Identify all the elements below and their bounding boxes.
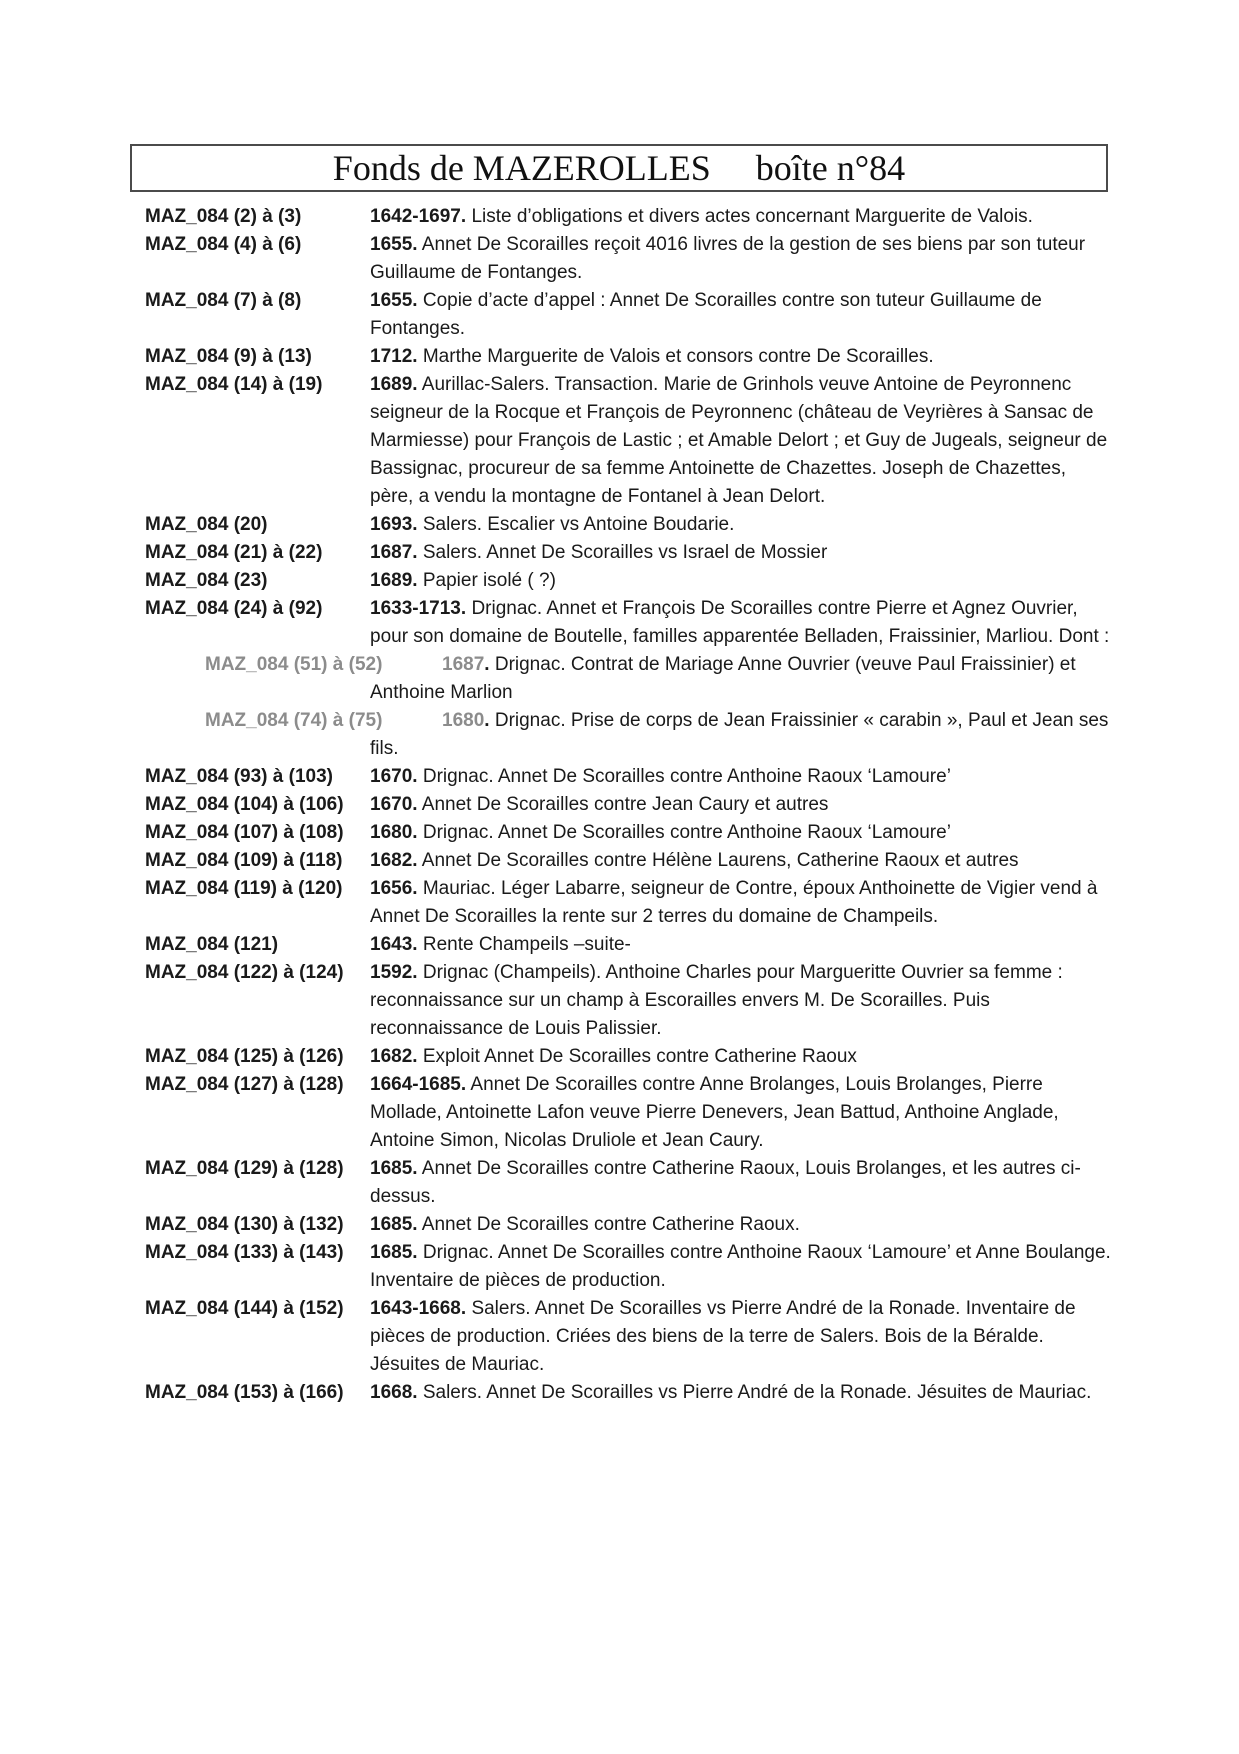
- entry-year: 1642-1697: [370, 206, 461, 227]
- inventory-entry: [145, 707, 1113, 763]
- inventory-entry: [145, 875, 1113, 931]
- entry-year-period: .: [412, 934, 418, 955]
- entry-year-period: .: [412, 766, 418, 787]
- entry-text: Annet De Scorailles reçoit 4016 livres de la gestion de ses biens par son tuteur Guillaume de Fontanges.: [370, 234, 1086, 283]
- entry-year-period: .: [460, 598, 467, 619]
- inventory-entry: [145, 959, 1113, 1043]
- entry-year: 1687: [442, 654, 485, 675]
- entry-year-period: .: [460, 1074, 467, 1095]
- entry-year: 1655: [370, 234, 413, 255]
- entry-text: Salers. Escalier vs Antoine Boudarie.: [422, 514, 735, 535]
- entry-reference: MAZ_084 (9) à (13): [145, 346, 312, 367]
- entry-text: Salers. Annet De Scorailles vs Israel de Mossier: [422, 542, 828, 563]
- entry-reference: MAZ_084 (133) à (143): [145, 1242, 344, 1263]
- entry-year: 1633-1713: [370, 598, 461, 619]
- entry-description: [370, 1239, 1113, 1295]
- entry-year-period: .: [412, 822, 418, 843]
- entry-reference: MAZ_084 (153) à (166): [145, 1382, 344, 1403]
- entry-year: 1656: [370, 878, 413, 899]
- document-title-box: [130, 144, 1108, 192]
- entry-text: Annet De Scorailles contre Jean Caury et autres: [421, 794, 829, 815]
- entry-reference: MAZ_084 (20): [145, 514, 268, 535]
- entry-text: Annet De Scorailles contre Anne Brolanges, Louis Brolanges, Pierre Mollade, Antoinette Lafon veuve Pierre Denevers, Jean Battud, Anthoine Anglade, Antoine Simon, Nicolas Druliole et Jean Caury.: [370, 1074, 1059, 1151]
- entry-reference: MAZ_084 (127) à (128): [145, 1074, 344, 1095]
- entry-description: [370, 1155, 1113, 1211]
- inventory-entry: [145, 847, 1113, 875]
- entry-reference: MAZ_084 (129) à (128): [145, 1158, 344, 1179]
- entry-description: [370, 511, 1113, 539]
- entry-year: 1680: [370, 822, 413, 843]
- entry-description: [370, 595, 1113, 651]
- entry-text: Aurillac-Salers. Transaction. Marie de Grinhols veuve Antoine de Peyronnenc seigneur de la Rocque et François de Peyronnenc (château de Veyrières à Sansac de Marmiesse) pour François de Lastic ; et Amable Delort ; et Guy de Jugeals, seigneur de Bassignac, procureur de sa femme Antoinette de Chazettes. Joseph de Chazettes, père, a vendu la montagne de Fontanel à Jean Delort.: [370, 374, 1108, 507]
- entry-year: 1685: [370, 1242, 413, 1263]
- entry-year-period: .: [484, 654, 490, 675]
- entry-year: 1680: [442, 710, 485, 731]
- entry-text: Drignac. Prise de corps de Jean Fraissinier « carabin », Paul et Jean ses fils.: [370, 710, 1109, 759]
- inventory-entry: [145, 343, 1113, 371]
- entry-year: 1682: [370, 1046, 413, 1067]
- entry-text: Drignac. Annet De Scorailles contre Anthoine Raoux ‘Lamoure’: [422, 822, 951, 843]
- entry-year-period: .: [460, 206, 467, 227]
- entry-text: Copie d’acte d’appel : Annet De Scorailles contre son tuteur Guillaume de Fontanges.: [370, 290, 1042, 339]
- entry-year-period: .: [412, 346, 418, 367]
- inventory-entry: [145, 763, 1113, 791]
- entry-year: 1643-1668: [370, 1298, 461, 1319]
- entry-year: 1685: [370, 1214, 413, 1235]
- entry-text: Salers. Annet De Scorailles vs Pierre André de la Ronade. Jésuites de Mauriac.: [422, 1382, 1092, 1403]
- entry-year-period: .: [412, 794, 418, 815]
- inventory-entry: [145, 595, 1113, 651]
- entry-year-period: .: [412, 1214, 418, 1235]
- entry-description: [370, 1211, 1113, 1239]
- entry-description: [370, 371, 1113, 511]
- entry-year-period: .: [484, 710, 490, 731]
- entry-year-period: .: [412, 514, 418, 535]
- entry-reference: MAZ_084 (119) à (120): [145, 878, 343, 899]
- inventory-entry: [145, 287, 1113, 343]
- entry-description: [370, 1379, 1113, 1407]
- inventory-entry: [145, 651, 1113, 707]
- inventory-entry: [145, 1239, 1113, 1295]
- entry-text: Drignac. Annet De Scorailles contre Anthoine Raoux ‘Lamoure’: [422, 766, 951, 787]
- entry-description: [370, 819, 1113, 847]
- entry-text: Rente Champeils –suite-: [422, 934, 631, 955]
- entry-description: [370, 231, 1113, 287]
- inventory-entry: [145, 231, 1113, 287]
- entry-reference: MAZ_084 (107) à (108): [145, 822, 344, 843]
- entry-year: 1670: [370, 766, 413, 787]
- entry-year-period: .: [412, 850, 418, 871]
- entry-year-period: .: [412, 234, 418, 255]
- entry-reference: MAZ_084 (104) à (106): [145, 794, 344, 815]
- entry-year: 1664-1685: [370, 1074, 461, 1095]
- entry-text: Mauriac. Léger Labarre, seigneur de Contre, époux Anthoinette de Vigier vend à Annet De Scorailles la rente sur 2 terres du domaine de Champeils.: [370, 878, 1098, 927]
- entry-description: [370, 203, 1113, 231]
- entry-year: 1668: [370, 1382, 413, 1403]
- inventory-entry: [145, 567, 1113, 595]
- entry-year-period: .: [412, 1158, 418, 1179]
- entry-year: 1689: [370, 570, 413, 591]
- entry-year: 1693: [370, 514, 413, 535]
- entry-text: Annet De Scorailles contre Catherine Raoux, Louis Brolanges, et les autres ci-dessus.: [370, 1158, 1081, 1207]
- entry-description: [370, 1043, 1113, 1071]
- inventory-entry: [145, 511, 1113, 539]
- entry-description: [370, 847, 1113, 875]
- entry-reference: MAZ_084 (130) à (132): [145, 1214, 344, 1235]
- entry-reference: MAZ_084 (93) à (103): [145, 766, 333, 787]
- entry-year-period: .: [412, 570, 418, 591]
- entry-text: Annet De Scorailles contre Hélène Laurens, Catherine Raoux et autres: [421, 850, 1019, 871]
- entry-reference: MAZ_084 (4) à (6): [145, 234, 302, 255]
- entry-text: Salers. Annet De Scorailles vs Pierre André de la Ronade. Inventaire de pièces de production. Criées des biens de la terre de Salers. Bois de la Béralde. Jésuites de Mauriac.: [370, 1298, 1076, 1375]
- entry-text: Drignac. Annet De Scorailles contre Anthoine Raoux ‘Lamoure’ et Anne Boulange. Inventaire de pièces de production.: [370, 1242, 1111, 1291]
- entry-text: Papier isolé ( ?): [422, 570, 556, 591]
- inventory-entry: [145, 1071, 1113, 1155]
- entry-description: [370, 1295, 1113, 1379]
- entry-reference: MAZ_084 (51) à (52): [205, 654, 383, 675]
- entry-year-period: .: [412, 290, 418, 311]
- fonds-title: Fonds de MAZEROLLES: [332, 148, 711, 188]
- entry-year-period: .: [412, 1382, 418, 1403]
- entry-reference: MAZ_084 (122) à (124): [145, 962, 344, 983]
- inventory-entry: [145, 1155, 1113, 1211]
- entry-text: Annet De Scorailles contre Catherine Raoux.: [421, 1214, 800, 1235]
- entry-year-period: .: [412, 1242, 418, 1263]
- entry-reference: MAZ_084 (23): [145, 570, 268, 591]
- inventory-entry: [145, 371, 1113, 511]
- entry-reference: MAZ_084 (109) à (118): [145, 850, 343, 871]
- inventory-entry: [145, 931, 1113, 959]
- entry-year: 1682: [370, 850, 413, 871]
- entry-description: [370, 1071, 1113, 1155]
- entry-reference: MAZ_084 (24) à (92): [145, 598, 323, 619]
- entry-description: [370, 343, 1113, 371]
- entry-description: [370, 959, 1113, 1043]
- inventory-entry: [145, 1379, 1113, 1407]
- entry-year: 1670: [370, 794, 413, 815]
- entry-year: 1685: [370, 1158, 413, 1179]
- inventory-entry: [145, 819, 1113, 847]
- entry-reference: MAZ_084 (7) à (8): [145, 290, 302, 311]
- entry-text: Drignac. Contrat de Mariage Anne Ouvrier (veuve Paul Fraissinier) et Anthoine Marlion: [370, 654, 1076, 703]
- entry-description: [370, 931, 1113, 959]
- entry-year: 1655: [370, 290, 413, 311]
- inventory-entry: [145, 1211, 1113, 1239]
- box-number: boîte n°84: [755, 148, 906, 188]
- entry-text: Exploit Annet De Scorailles contre Catherine Raoux: [422, 1046, 857, 1067]
- entry-description: [370, 875, 1113, 931]
- entry-text: Drignac (Champeils). Anthoine Charles pour Margueritte Ouvrier sa femme : reconnaissance sur un champ à Escorailles envers M. De Scorailles. Puis reconnaissance de Louis Palissier.: [370, 962, 1063, 1039]
- entry-description: [370, 567, 1113, 595]
- entry-year-period: .: [412, 1046, 418, 1067]
- entry-text: Liste d’obligations et divers actes concernant Marguerite de Valois.: [471, 206, 1033, 227]
- entry-reference: MAZ_084 (125) à (126): [145, 1046, 344, 1067]
- entry-description: [370, 651, 1113, 707]
- entry-year-period: .: [460, 1298, 467, 1319]
- inventory-entry: [145, 539, 1113, 567]
- entry-year: 1592: [370, 962, 413, 983]
- entry-description: [370, 763, 1113, 791]
- inventory-list: [145, 203, 1113, 1407]
- entry-year-period: .: [412, 962, 418, 983]
- inventory-entry: [145, 791, 1113, 819]
- entry-reference: MAZ_084 (121): [145, 934, 279, 955]
- entry-text: Marthe Marguerite de Valois et consors contre De Scorailles.: [422, 346, 934, 367]
- entry-reference: MAZ_084 (74) à (75): [205, 710, 383, 731]
- entry-description: [370, 707, 1113, 763]
- entry-year: 1689: [370, 374, 413, 395]
- entry-year: 1712: [370, 346, 413, 367]
- entry-description: [370, 287, 1113, 343]
- entry-reference: MAZ_084 (14) à (19): [145, 374, 323, 395]
- entry-year: 1643: [370, 934, 413, 955]
- entry-text: Drignac. Annet et François De Scorailles contre Pierre et Agnez Ouvrier, pour son domaine de Boutelle, familles apparentée Belladen, Fraissinier, Marliou. Dont :: [370, 598, 1110, 647]
- entry-reference: MAZ_084 (21) à (22): [145, 542, 323, 563]
- entry-reference: MAZ_084 (144) à (152): [145, 1298, 344, 1319]
- entry-description: [370, 539, 1113, 567]
- entry-description: [370, 791, 1113, 819]
- inventory-entry: [145, 1295, 1113, 1379]
- entry-reference: MAZ_084 (2) à (3): [145, 206, 302, 227]
- entry-year-period: .: [412, 878, 418, 899]
- inventory-entry: [145, 203, 1113, 231]
- entry-year-period: .: [412, 542, 418, 563]
- entry-year-period: .: [412, 374, 418, 395]
- entry-year: 1687: [370, 542, 413, 563]
- inventory-entry: [145, 1043, 1113, 1071]
